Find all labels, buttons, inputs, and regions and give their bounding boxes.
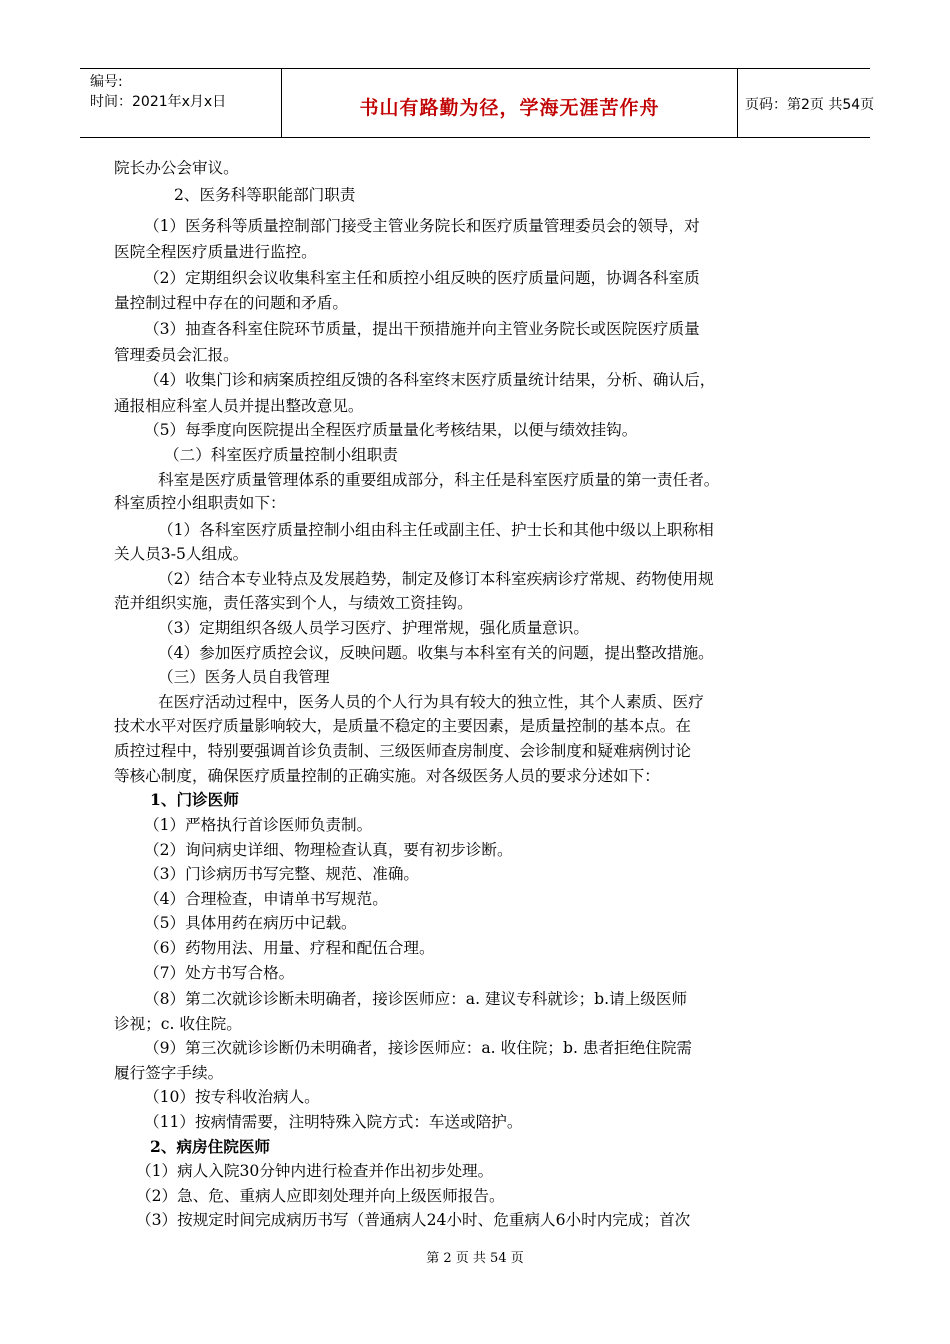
- text-line: 诊视；c. 收住院。: [114, 1015, 242, 1033]
- subsection-heading: 2、病房住院医师: [150, 1137, 271, 1156]
- header-page-cell: [737, 69, 875, 137]
- text-line: 医院全程医疗质量进行监控。: [114, 243, 317, 261]
- text-line: （2）结合本专业特点及发展趋势，制定及修订本科室疾病诊疗常规、药物使用规: [158, 570, 714, 588]
- text-line: （3）门诊病历书写完整、规范、准确。: [144, 865, 420, 883]
- text-line: 等核心制度，确保医疗质量控制的正确实施。对各级医务人员的要求分述如下：: [114, 767, 660, 785]
- text-line: （2）询问病史详细、物理检查认真，要有初步诊断。: [144, 841, 513, 859]
- text-line: （11）按病情需要，注明特殊入院方式：车送或陪护。: [144, 1113, 523, 1131]
- text-line: 科室质控小组职责如下：: [114, 494, 286, 512]
- text-line: （5）每季度向医院提出全程医疗质量量化考核结果，以便与绩效挂钩。: [144, 421, 638, 439]
- header-page-number: 页码：第2页 共54页: [745, 97, 875, 113]
- text-line: 通报相应科室人员并提出整改意见。: [114, 397, 364, 415]
- text-line: （3）抽查各科室住院环节质量，提出干预措施并向主管业务院长或医院医疗质量: [144, 320, 700, 338]
- text-line: （1）医务科等质量控制部门接受主管业务院长和医疗质量管理委员会的领导，对: [144, 217, 700, 235]
- text-line: 技术水平对医疗质量影响较大，是质量不稳定的主要因素，是质量控制的基本点。在: [114, 717, 691, 735]
- text-line: （2）定期组织会议收集科室主任和质控小组反映的医疗质量问题，协调各科室质: [144, 269, 700, 287]
- text-line: （2）急、危、重病人应即刻处理并向上级医师报告。: [136, 1187, 505, 1205]
- subsection-heading: 1、门诊医师: [150, 790, 239, 809]
- text-line: 管理委员会汇报。: [114, 346, 239, 364]
- text-line: （8）第二次就诊诊断未明确者，接诊医师应：a. 建议专科就诊；b.请上级医师: [144, 990, 688, 1008]
- text-line: （1）严格执行首诊医师负责制。: [144, 816, 373, 834]
- page-footer: 第 2 页 共 54 页: [426, 1251, 524, 1266]
- doc-number-label: 编号:: [90, 74, 123, 90]
- text-line: （7）处方书写合格。: [144, 964, 295, 982]
- text-line: 范并组织实施，责任落实到个人，与绩效工资挂钩。: [114, 594, 473, 612]
- text-line: 量控制过程中存在的问题和矛盾。: [114, 294, 348, 312]
- text-line: 在医疗活动过程中，医务人员的个人行为具有较大的独立性，其个人素质、医疗: [158, 693, 704, 711]
- text-line: 履行签字手续。: [114, 1064, 224, 1082]
- text-line: （1）病人入院30分钟内进行检查并作出初步处理。: [136, 1162, 494, 1180]
- text-line: （10）按专科收治病人。: [144, 1088, 320, 1106]
- header-motto: 书山有路勤为径，学海无涯苦作舟: [359, 97, 660, 119]
- text-line: （4）参加医疗质控会议，反映问题。收集与本科室有关的问题，提出整改措施。: [158, 644, 714, 662]
- header-meta-cell: [80, 69, 281, 137]
- text-line: 院长办公会审议。: [114, 159, 239, 177]
- section-heading: （三）医务人员自我管理: [158, 668, 330, 686]
- page-header: [80, 68, 875, 138]
- text-line: （9）第三次就诊诊断仍未明确者，接诊医师应：a. 收住院；b. 患者拒绝住院需: [144, 1039, 693, 1057]
- text-line: （1）各科室医疗质量控制小组由科主任或副主任、护士长和其他中级以上职称相: [158, 521, 714, 539]
- text-line: （4）合理检查，申请单书写规范。: [144, 890, 388, 908]
- text-line: （6）药物用法、用量、疗程和配伍合理。: [144, 939, 435, 957]
- text-line: （5）具体用药在病历中记载。: [144, 914, 357, 932]
- header-motto-cell: [281, 69, 738, 137]
- text-line: 质控过程中，特别要强调首诊负责制、三级医师查房制度、会诊制度和疑难病例讨论: [114, 742, 691, 760]
- text-line: 科室是医疗质量管理体系的重要组成部分，科主任是科室医疗质量的第一责任者。: [158, 471, 720, 489]
- text-line: （4）收集门诊和病案质控组反馈的各科室终末医疗质量统计结果，分析、确认后，: [144, 371, 716, 389]
- text-line: （3）按规定时间完成病历书写（普通病人24小时、危重病人6小时内完成；首次: [136, 1211, 691, 1229]
- text-line: 关人员3-5人组成。: [114, 545, 249, 563]
- doc-date-label: 时间：2021年x月x日: [90, 94, 227, 110]
- section-heading: 2、医务科等职能部门职责: [174, 186, 356, 204]
- section-heading: （二）科室医疗质量控制小组职责: [164, 446, 398, 464]
- text-line: （3）定期组织各级人员学习医疗、护理常规，强化质量意识。: [158, 619, 589, 637]
